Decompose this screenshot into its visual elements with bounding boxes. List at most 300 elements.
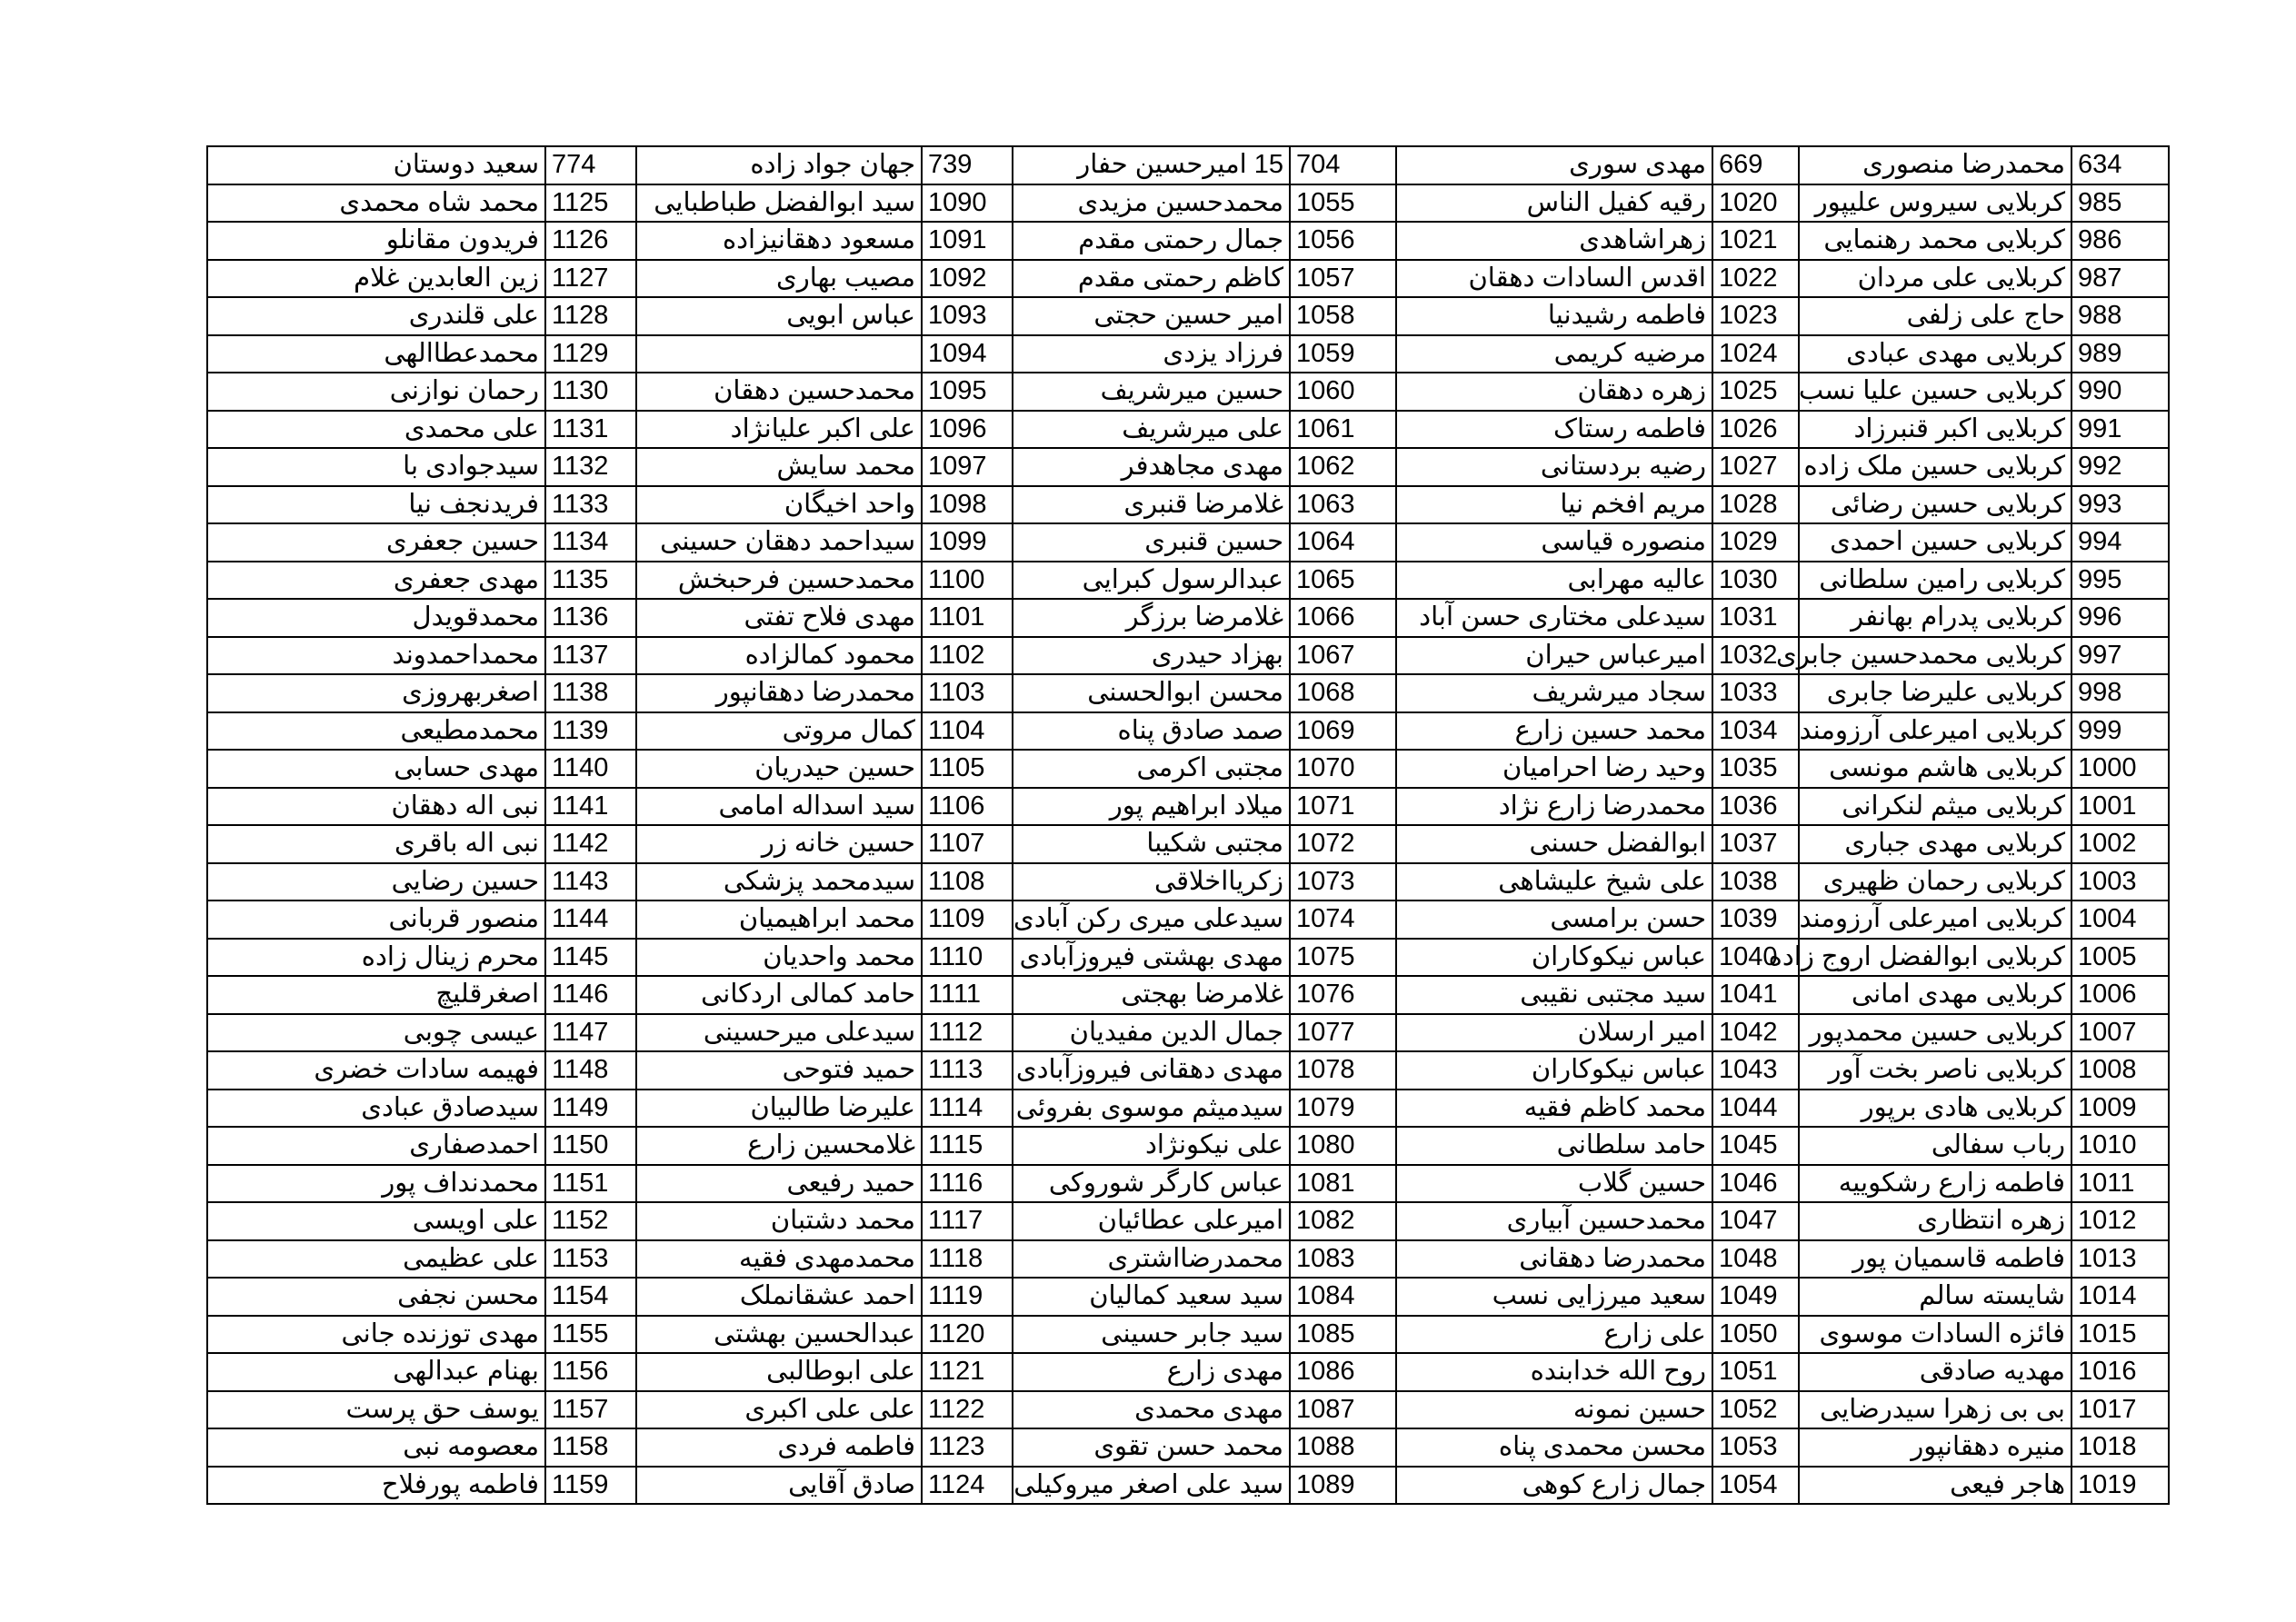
row-number-cell: 1074 xyxy=(1290,901,1396,939)
row-number-cell: 1043 xyxy=(1712,1051,1799,1090)
row-number-cell: 1107 xyxy=(922,825,1013,863)
person-name-cell: غلامرضا بهجتی xyxy=(1013,976,1290,1014)
person-name-cell: محمد ابراهیمیان xyxy=(636,901,922,939)
row-number-cell: 634 xyxy=(2071,146,2169,184)
person-name-cell xyxy=(636,335,922,373)
person-name-cell: حسین نمونه xyxy=(1396,1391,1712,1429)
row-number-cell: 1095 xyxy=(922,373,1013,411)
person-name-cell: صادق آقایی xyxy=(636,1467,922,1505)
row-number-cell: 1098 xyxy=(922,486,1013,524)
row-number-cell: 1119 xyxy=(922,1278,1013,1316)
person-name-cell: کربلایی سیروس علیپور xyxy=(1799,184,2071,223)
row-number-cell: 1062 xyxy=(1290,448,1396,486)
row-number-cell: 1081 xyxy=(1290,1165,1396,1203)
row-number-cell: 1061 xyxy=(1290,411,1396,449)
row-number-cell: 1006 xyxy=(2071,976,2169,1014)
row-number-cell: 1140 xyxy=(545,750,636,788)
person-name-cell: محمدمهدی فقیه xyxy=(636,1240,922,1279)
person-name-cell: محمد واحدیان xyxy=(636,939,922,977)
table-row xyxy=(207,1467,2169,1505)
row-number-cell: 1091 xyxy=(922,222,1013,260)
person-name-cell: کربلایی ابوالفضل اروج زاده xyxy=(1799,939,2071,977)
person-name-cell: وحید رضا احرامیان xyxy=(1396,750,1712,788)
person-name-cell: جمال الدین مفیدیان xyxy=(1013,1014,1290,1052)
person-name-cell: حامد کمالی اردکانی xyxy=(636,976,922,1014)
person-name-cell: کربلایی محمدحسین جابری xyxy=(1799,637,2071,675)
person-name-cell: مهدی بهشتی فیروزآبادی xyxy=(1013,939,1290,977)
person-name-cell: امیر حسین حجتی xyxy=(1013,297,1290,335)
person-name-cell: مهدی سوری xyxy=(1396,146,1712,184)
row-number-cell: 1042 xyxy=(1712,1014,1799,1052)
person-name-cell: مهدی فلاح تفتی xyxy=(636,599,922,637)
row-number-cell: 1104 xyxy=(922,712,1013,751)
row-number-cell: 1065 xyxy=(1290,562,1396,600)
row-number-cell: 1076 xyxy=(1290,976,1396,1014)
person-name-cell: کربلایی مهدی جباری xyxy=(1799,825,2071,863)
person-name-cell: کربلایی علیرضا جابری xyxy=(1799,674,2071,712)
row-number-cell: 1092 xyxy=(922,260,1013,298)
table-row xyxy=(207,146,2169,184)
row-number-cell: 1046 xyxy=(1712,1165,1799,1203)
row-number-cell: 1063 xyxy=(1290,486,1396,524)
row-number-cell: 997 xyxy=(2071,637,2169,675)
row-number-cell: 1052 xyxy=(1712,1391,1799,1429)
table-row xyxy=(207,1165,2169,1203)
person-name-cell: مهدیه صادقی xyxy=(1799,1353,2071,1391)
person-name-cell: زهره انتظاری xyxy=(1799,1202,2071,1240)
person-name-cell: امیرعباس حیران xyxy=(1396,637,1712,675)
row-number-cell: 994 xyxy=(2071,523,2169,562)
person-name-cell: کربلایی اکبر قنبرزاد xyxy=(1799,411,2071,449)
person-name-cell: کربلایی رحمان ظهیری xyxy=(1799,863,2071,901)
row-number-cell: 1149 xyxy=(545,1090,636,1128)
row-number-cell: 1031 xyxy=(1712,599,1799,637)
row-number-cell: 1133 xyxy=(545,486,636,524)
row-number-cell: 985 xyxy=(2071,184,2169,223)
row-number-cell: 1118 xyxy=(922,1240,1013,1279)
person-name-cell: سیدعلی میری رکن آبادی xyxy=(1013,901,1290,939)
row-number-cell: 992 xyxy=(2071,448,2169,486)
person-name-cell: جهان جواد زاده xyxy=(636,146,922,184)
person-name-cell: روح الله خدابنده xyxy=(1396,1353,1712,1391)
person-name-cell: سیدجوادی با xyxy=(207,448,545,486)
person-name-cell: محمدحسین مزیدی xyxy=(1013,184,1290,223)
person-name-cell: مرضیه کریمی xyxy=(1396,335,1712,373)
table-row xyxy=(207,637,2169,675)
person-name-cell: حمید فتوحی xyxy=(636,1051,922,1090)
row-number-cell: 1136 xyxy=(545,599,636,637)
row-number-cell: 995 xyxy=(2071,562,2169,600)
person-name-cell: کربلایی رامین سلطانی xyxy=(1799,562,2071,600)
person-name-cell: علی عظیمی xyxy=(207,1240,545,1279)
row-number-cell: 1003 xyxy=(2071,863,2169,901)
person-name-cell: فهیمه سادات خضری xyxy=(207,1051,545,1090)
person-name-cell: فاطمه زارع رشکوییه xyxy=(1799,1165,2071,1203)
person-name-cell: محمدحسین فرحبخش xyxy=(636,562,922,600)
person-name-cell: مهدی توزنده جانی xyxy=(207,1316,545,1354)
person-name-cell: جمال رحمتی مقدم xyxy=(1013,222,1290,260)
row-number-cell: 1064 xyxy=(1290,523,1396,562)
row-number-cell: 1089 xyxy=(1290,1467,1396,1505)
person-name-cell: علی اکبر علیانژاد xyxy=(636,411,922,449)
person-name-cell: کربلایی حسین رضائی xyxy=(1799,486,2071,524)
person-name-cell: محسن محمدی پناه xyxy=(1396,1428,1712,1467)
person-name-cell: محمد دشتبان xyxy=(636,1202,922,1240)
row-number-cell: 1137 xyxy=(545,637,636,675)
person-name-cell: کربلایی امیرعلی آرزومند xyxy=(1799,901,2071,939)
table-row xyxy=(207,901,2169,939)
row-number-cell: 1055 xyxy=(1290,184,1396,223)
person-name-cell: علی اویسی xyxy=(207,1202,545,1240)
row-number-cell: 1150 xyxy=(545,1127,636,1165)
person-name-cell: کربلایی مهدی عبادی xyxy=(1799,335,2071,373)
row-number-cell: 1071 xyxy=(1290,788,1396,826)
table-row xyxy=(207,1127,2169,1165)
table-row xyxy=(207,1090,2169,1128)
row-number-cell: 987 xyxy=(2071,260,2169,298)
person-name-cell: غلامرضا قنبری xyxy=(1013,486,1290,524)
row-number-cell: 1032 xyxy=(1712,637,1799,675)
person-name-cell: محمدحسین دهقان xyxy=(636,373,922,411)
row-number-cell: 1128 xyxy=(545,297,636,335)
row-number-cell: 1087 xyxy=(1290,1391,1396,1429)
row-number-cell: 1045 xyxy=(1712,1127,1799,1165)
row-number-cell: 1151 xyxy=(545,1165,636,1203)
person-name-cell: عباس نیکوکاران xyxy=(1396,939,1712,977)
row-number-cell: 774 xyxy=(545,146,636,184)
row-number-cell: 991 xyxy=(2071,411,2169,449)
person-name-cell: مصیب بهاری xyxy=(636,260,922,298)
row-number-cell: 1038 xyxy=(1712,863,1799,901)
row-number-cell: 1112 xyxy=(922,1014,1013,1052)
person-name-cell: نبی اله دهقان xyxy=(207,788,545,826)
row-number-cell: 1073 xyxy=(1290,863,1396,901)
person-name-cell: حمید رفیعی xyxy=(636,1165,922,1203)
person-name-cell: صمد صادق پناه xyxy=(1013,712,1290,751)
row-number-cell: 1126 xyxy=(545,222,636,260)
person-name-cell: بهزاد حیدری xyxy=(1013,637,1290,675)
person-name-cell: احمد عشقانملک xyxy=(636,1278,922,1316)
person-name-cell: فاطمه فردی xyxy=(636,1428,922,1467)
row-number-cell: 1021 xyxy=(1712,222,1799,260)
row-number-cell: 1113 xyxy=(922,1051,1013,1090)
person-name-cell: مهدی مجاهدفر xyxy=(1013,448,1290,486)
row-number-cell: 1084 xyxy=(1290,1278,1396,1316)
person-name-cell: کاظم رحمتی مقدم xyxy=(1013,260,1290,298)
row-number-cell: 1069 xyxy=(1290,712,1396,751)
row-number-cell: 1152 xyxy=(545,1202,636,1240)
row-number-cell: 704 xyxy=(1290,146,1396,184)
person-name-cell: کربلایی هاشم مونسی xyxy=(1799,750,2071,788)
person-name-cell: مجتبی اکرمی xyxy=(1013,750,1290,788)
table-row xyxy=(207,1014,2169,1052)
person-name-cell: مجتبی شکیبا xyxy=(1013,825,1290,863)
person-name-cell: عباس نیکوکاران xyxy=(1396,1051,1712,1090)
person-name-cell: سیدصادق عبادی xyxy=(207,1090,545,1128)
person-name-cell: سعید دوستان xyxy=(207,146,545,184)
person-name-cell: کربلایی پدرام بهانفر xyxy=(1799,599,2071,637)
person-name-cell: فائزه السادات موسوی xyxy=(1799,1316,2071,1354)
names-table xyxy=(206,145,2170,1505)
row-number-cell: 1094 xyxy=(922,335,1013,373)
row-number-cell: 1001 xyxy=(2071,788,2169,826)
person-name-cell: حسن برامسی xyxy=(1396,901,1712,939)
person-name-cell: علی میرشریف xyxy=(1013,411,1290,449)
row-number-cell: 1040 xyxy=(1712,939,1799,977)
person-name-cell: غلامحسین زارع xyxy=(636,1127,922,1165)
row-number-cell: 999 xyxy=(2071,712,2169,751)
row-number-cell: 1077 xyxy=(1290,1014,1396,1052)
person-name-cell: کربلایی مهدی امانی xyxy=(1799,976,2071,1014)
row-number-cell: 1027 xyxy=(1712,448,1799,486)
person-name-cell: سید ابوالفضل طباطبایی xyxy=(636,184,922,223)
row-number-cell: 1106 xyxy=(922,788,1013,826)
person-name-cell: فاطمه رستاک xyxy=(1396,411,1712,449)
person-name-cell: علی قلندری xyxy=(207,297,545,335)
person-name-cell: علی نیکونژاد xyxy=(1013,1127,1290,1165)
row-number-cell: 1102 xyxy=(922,637,1013,675)
row-number-cell: 1014 xyxy=(2071,1278,2169,1316)
person-name-cell: محمد شاه محمدی xyxy=(207,184,545,223)
row-number-cell: 1105 xyxy=(922,750,1013,788)
row-number-cell: 1008 xyxy=(2071,1051,2169,1090)
row-number-cell: 1017 xyxy=(2071,1391,2169,1429)
row-number-cell: 1130 xyxy=(545,373,636,411)
row-number-cell: 1020 xyxy=(1712,184,1799,223)
row-number-cell: 1085 xyxy=(1290,1316,1396,1354)
row-number-cell: 1022 xyxy=(1712,260,1799,298)
row-number-cell: 1135 xyxy=(545,562,636,600)
person-name-cell: امیر ارسلان xyxy=(1396,1014,1712,1052)
person-name-cell: محمدرضااشتری xyxy=(1013,1240,1290,1279)
person-name-cell: کربلایی محمد رهنمایی xyxy=(1799,222,2071,260)
person-name-cell: علی علی اکبری xyxy=(636,1391,922,1429)
row-number-cell: 1050 xyxy=(1712,1316,1799,1354)
person-name-cell: مهدی حسابی xyxy=(207,750,545,788)
table-row xyxy=(207,1202,2169,1240)
person-name-cell: علی شیخ علیشاهی xyxy=(1396,863,1712,901)
person-name-cell: کربلایی حسین ملک زاده xyxy=(1799,448,2071,486)
row-number-cell: 1058 xyxy=(1290,297,1396,335)
row-number-cell: 1122 xyxy=(922,1391,1013,1429)
person-name-cell: محمدنداف پور xyxy=(207,1165,545,1203)
person-name-cell: سید اسداله امامی xyxy=(636,788,922,826)
table-row xyxy=(207,297,2169,335)
row-number-cell: 1016 xyxy=(2071,1353,2169,1391)
person-name-cell: رباب سفالی xyxy=(1799,1127,2071,1165)
row-number-cell: 1060 xyxy=(1290,373,1396,411)
row-number-cell: 1125 xyxy=(545,184,636,223)
table-row xyxy=(207,523,2169,562)
row-number-cell: 1123 xyxy=(922,1428,1013,1467)
person-name-cell: منصور قربانی xyxy=(207,901,545,939)
row-number-cell: 1029 xyxy=(1712,523,1799,562)
person-name-cell: کربلایی ناصر بخت آور xyxy=(1799,1051,2071,1090)
person-name-cell: عباس کارگر شوروکی xyxy=(1013,1165,1290,1203)
row-number-cell: 1142 xyxy=(545,825,636,863)
table-row xyxy=(207,788,2169,826)
row-number-cell: 1066 xyxy=(1290,599,1396,637)
row-number-cell: 1121 xyxy=(922,1353,1013,1391)
person-name-cell: اقدس السادات دهقان xyxy=(1396,260,1712,298)
person-name-cell: اصغرقلیچ xyxy=(207,976,545,1014)
row-number-cell: 1147 xyxy=(545,1014,636,1052)
person-name-cell: هاجر فیعی xyxy=(1799,1467,2071,1505)
row-number-cell: 1134 xyxy=(545,523,636,562)
person-name-cell: محمدحسین آبیاری xyxy=(1396,1202,1712,1240)
table-row xyxy=(207,1316,2169,1354)
row-number-cell: 1047 xyxy=(1712,1202,1799,1240)
row-number-cell: 1146 xyxy=(545,976,636,1014)
row-number-cell: 1036 xyxy=(1712,788,1799,826)
person-name-cell: کربلایی علی مردان xyxy=(1799,260,2071,298)
person-name-cell: سیداحمد دهقان حسینی xyxy=(636,523,922,562)
table-row xyxy=(207,222,2169,260)
table-row xyxy=(207,712,2169,751)
person-name-cell: حسین قنبری xyxy=(1013,523,1290,562)
person-name-cell: اصغربهروزی xyxy=(207,674,545,712)
table-row xyxy=(207,260,2169,298)
table-row xyxy=(207,411,2169,449)
person-name-cell: احمدصفاری xyxy=(207,1127,545,1165)
table-row xyxy=(207,1391,2169,1429)
person-name-cell: کمال مروتی xyxy=(636,712,922,751)
person-name-cell: ابوالفضل حسنی xyxy=(1396,825,1712,863)
row-number-cell: 1054 xyxy=(1712,1467,1799,1505)
person-name-cell: امیرعلی عطائیان xyxy=(1013,1202,1290,1240)
person-name-cell: علی زارع xyxy=(1396,1316,1712,1354)
row-number-cell: 1109 xyxy=(922,901,1013,939)
table-row xyxy=(207,373,2169,411)
person-name-cell: سجاد میرشریف xyxy=(1396,674,1712,712)
table-row xyxy=(207,674,2169,712)
row-number-cell: 986 xyxy=(2071,222,2169,260)
row-number-cell: 1101 xyxy=(922,599,1013,637)
table-row xyxy=(207,1353,2169,1391)
row-number-cell: 1088 xyxy=(1290,1428,1396,1467)
person-name-cell: فاطمه قاسمیان پور xyxy=(1799,1240,2071,1279)
person-name-cell: زکریااخلاقی xyxy=(1013,863,1290,901)
row-number-cell: 1012 xyxy=(2071,1202,2169,1240)
row-number-cell: 1158 xyxy=(545,1428,636,1467)
person-name-cell: مهدی زارع xyxy=(1013,1353,1290,1391)
row-number-cell: 1131 xyxy=(545,411,636,449)
row-number-cell: 1156 xyxy=(545,1353,636,1391)
person-name-cell: حسین حیدریان xyxy=(636,750,922,788)
table-row xyxy=(207,599,2169,637)
row-number-cell: 1034 xyxy=(1712,712,1799,751)
person-name-cell: غلامرضا برزگر xyxy=(1013,599,1290,637)
row-number-cell: 1093 xyxy=(922,297,1013,335)
person-name-cell: فاطمه رشیدنیا xyxy=(1396,297,1712,335)
row-number-cell: 1059 xyxy=(1290,335,1396,373)
row-number-cell: 1110 xyxy=(922,939,1013,977)
row-number-cell: 1097 xyxy=(922,448,1013,486)
person-name-cell: سید علی اصغر میروکیلی xyxy=(1013,1467,1290,1505)
row-number-cell: 1086 xyxy=(1290,1353,1396,1391)
person-name-cell: محسن ابوالحسنی xyxy=(1013,674,1290,712)
row-number-cell: 1154 xyxy=(545,1278,636,1316)
person-name-cell: کربلایی حسین محمدپور xyxy=(1799,1014,2071,1052)
table-row xyxy=(207,1240,2169,1279)
person-name-cell: حسین جعفری xyxy=(207,523,545,562)
row-number-cell: 1141 xyxy=(545,788,636,826)
person-name-cell: محمدعطاالهی xyxy=(207,335,545,373)
person-name-cell: زهره دهقان xyxy=(1396,373,1712,411)
row-number-cell: 1079 xyxy=(1290,1090,1396,1128)
row-number-cell: 1039 xyxy=(1712,901,1799,939)
person-name-cell: سید مجتبی نقیبی xyxy=(1396,976,1712,1014)
row-number-cell: 1053 xyxy=(1712,1428,1799,1467)
table-row xyxy=(207,184,2169,223)
row-number-cell: 739 xyxy=(922,146,1013,184)
row-number-cell: 1078 xyxy=(1290,1051,1396,1090)
row-number-cell: 1015 xyxy=(2071,1316,2169,1354)
table-row xyxy=(207,562,2169,600)
person-name-cell: علی ابوطالبی xyxy=(636,1353,922,1391)
person-name-cell: رضیه بردستانی xyxy=(1396,448,1712,486)
table-row xyxy=(207,825,2169,863)
person-name-cell: محمدرضا زارع نژاد xyxy=(1396,788,1712,826)
row-number-cell: 1004 xyxy=(2071,901,2169,939)
person-name-cell: منصوره قیاسی xyxy=(1396,523,1712,562)
person-name-cell: عبدالرسول کبرایی xyxy=(1013,562,1290,600)
row-number-cell: 1002 xyxy=(2071,825,2169,863)
person-name-cell: مهدی دهقانی فیروزآبادی xyxy=(1013,1051,1290,1090)
person-name-cell: علی محمدی xyxy=(207,411,545,449)
row-number-cell: 1099 xyxy=(922,523,1013,562)
person-name-cell: فرزاد یزدی xyxy=(1013,335,1290,373)
row-number-cell: 1153 xyxy=(545,1240,636,1279)
row-number-cell: 1056 xyxy=(1290,222,1396,260)
person-name-cell: کربلایی امیرعلی آرزومند xyxy=(1799,712,2071,751)
person-name-cell: کربلایی میثم لنکرانی xyxy=(1799,788,2071,826)
person-name-cell: سیدمحمد پزشکی xyxy=(636,863,922,901)
row-number-cell: 1024 xyxy=(1712,335,1799,373)
row-number-cell: 1115 xyxy=(922,1127,1013,1165)
row-number-cell: 1033 xyxy=(1712,674,1799,712)
row-number-cell: 1090 xyxy=(922,184,1013,223)
row-number-cell: 1148 xyxy=(545,1051,636,1090)
row-number-cell: 1028 xyxy=(1712,486,1799,524)
table-body xyxy=(207,146,2169,1504)
person-name-cell: سید سعید کمالیان xyxy=(1013,1278,1290,1316)
table-row xyxy=(207,1051,2169,1090)
row-number-cell: 1083 xyxy=(1290,1240,1396,1279)
row-number-cell: 1129 xyxy=(545,335,636,373)
table-row xyxy=(207,939,2169,977)
row-number-cell: 1117 xyxy=(922,1202,1013,1240)
row-number-cell: 1019 xyxy=(2071,1467,2169,1505)
row-number-cell: 1009 xyxy=(2071,1090,2169,1128)
row-number-cell: 1111 xyxy=(922,976,1013,1014)
table-row xyxy=(207,335,2169,373)
person-name-cell: جمال زارع کوهی xyxy=(1396,1467,1712,1505)
person-name-cell: سید جابر حسینی xyxy=(1013,1316,1290,1354)
row-number-cell: 998 xyxy=(2071,674,2169,712)
person-name-cell: مهدی جعفری xyxy=(207,562,545,600)
person-name-cell: منیره دهقانپور xyxy=(1799,1428,2071,1467)
person-name-cell: کربلایی هادی برپور xyxy=(1799,1090,2071,1128)
person-name-cell: محرم زینال زاده xyxy=(207,939,545,977)
person-name-cell: زهراشاهدی xyxy=(1396,222,1712,260)
row-number-cell: 1049 xyxy=(1712,1278,1799,1316)
person-name-cell: عالیه مهرابی xyxy=(1396,562,1712,600)
row-number-cell: 1159 xyxy=(545,1467,636,1505)
person-name-cell: معصومه نبی xyxy=(207,1428,545,1467)
row-number-cell: 1023 xyxy=(1712,297,1799,335)
row-number-cell: 1138 xyxy=(545,674,636,712)
